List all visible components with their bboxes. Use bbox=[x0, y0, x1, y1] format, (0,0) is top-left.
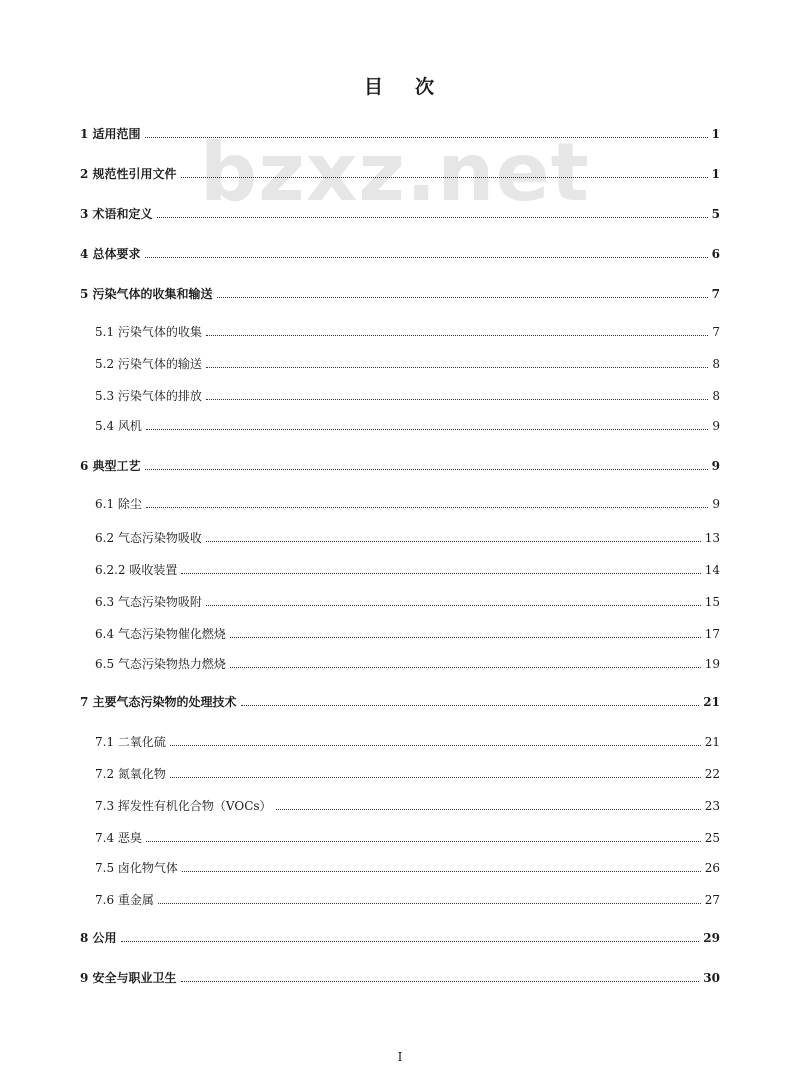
toc-entry-label: 1 适用范围 bbox=[80, 127, 141, 141]
toc-dot-leader bbox=[145, 468, 708, 470]
toc-dot-leader bbox=[230, 666, 701, 668]
toc-entry-page: 1 bbox=[711, 167, 720, 181]
toc-subsection-entry[interactable] bbox=[95, 888, 720, 908]
toc-section-entry[interactable] bbox=[80, 926, 720, 946]
toc-entry-page: 29 bbox=[703, 931, 720, 945]
toc-entry-page: 25 bbox=[704, 831, 720, 845]
toc-entry-label: 5.3 污染气体的排放 bbox=[95, 389, 202, 403]
toc-entry-page: 30 bbox=[703, 971, 720, 985]
toc-section-entry[interactable] bbox=[80, 454, 720, 474]
toc-entry-label: 7 主要气态污染物的处理技术 bbox=[80, 695, 237, 709]
toc-entry-page: 9 bbox=[711, 459, 720, 473]
toc-entry-page: 7 bbox=[712, 325, 720, 339]
toc-dot-leader bbox=[230, 636, 701, 638]
toc-entry-page: 9 bbox=[712, 497, 720, 511]
toc-dot-leader bbox=[181, 572, 700, 574]
toc-section-entry[interactable] bbox=[80, 282, 720, 302]
toc-entry-label: 7.5 卤化物气体 bbox=[95, 861, 178, 875]
toc-subsection-entry[interactable] bbox=[95, 794, 720, 814]
toc-entry-label: 5 污染气体的收集和输送 bbox=[80, 287, 213, 301]
toc-entry-label: 5.1 污染气体的收集 bbox=[95, 325, 202, 339]
toc-dot-leader bbox=[182, 870, 701, 872]
toc-entry-page: 17 bbox=[704, 627, 720, 641]
toc-dot-leader bbox=[145, 256, 708, 258]
toc-entry-page: 21 bbox=[704, 735, 720, 749]
toc-entry-page: 26 bbox=[704, 861, 720, 875]
toc-dot-leader bbox=[146, 506, 708, 508]
toc-entry-page: 27 bbox=[704, 893, 720, 907]
toc-entry-page: 15 bbox=[704, 595, 720, 609]
toc-subsection-entry[interactable] bbox=[95, 826, 720, 846]
toc-entry-page: 21 bbox=[703, 695, 720, 709]
toc-entry-label: 6.5 气态污染物热力燃烧 bbox=[95, 657, 226, 671]
toc-entry-label: 7.3 挥发性有机化合物（VOCs） bbox=[95, 799, 272, 813]
toc-dot-leader bbox=[170, 776, 701, 778]
toc-entry-label: 6 典型工艺 bbox=[80, 459, 141, 473]
toc-dot-leader bbox=[158, 902, 701, 904]
toc-subsection-entry[interactable] bbox=[95, 762, 720, 782]
page-number: I bbox=[397, 1050, 403, 1064]
toc-entry-label: 7.4 恶臭 bbox=[95, 831, 142, 845]
toc-entry-label: 6.1 除尘 bbox=[95, 497, 142, 511]
toc-section-entry[interactable] bbox=[80, 122, 720, 142]
toc-entry-page: 7 bbox=[711, 287, 720, 301]
toc-entry-label: 2 规范性引用文件 bbox=[80, 167, 177, 181]
toc-entry-label: 7.6 重金属 bbox=[95, 893, 154, 907]
toc-entry-label: 5.4 风机 bbox=[95, 419, 142, 433]
title-char-1: 目 bbox=[363, 76, 385, 98]
toc-dot-leader bbox=[146, 428, 708, 430]
toc-dot-leader bbox=[145, 136, 708, 138]
toc-entry-label: 3 术语和定义 bbox=[80, 207, 153, 221]
toc-entry-page: 8 bbox=[712, 389, 720, 403]
toc-dot-leader bbox=[241, 704, 700, 706]
toc-entry-page: 19 bbox=[704, 657, 720, 671]
toc-subsection-entry[interactable] bbox=[95, 320, 720, 340]
toc-section-entry[interactable] bbox=[80, 162, 720, 182]
toc-subsection-entry[interactable] bbox=[95, 352, 720, 372]
toc-dot-leader bbox=[206, 334, 708, 336]
toc-dot-leader bbox=[121, 940, 700, 942]
toc-entry-label: 5.2 污染气体的输送 bbox=[95, 357, 202, 371]
toc-entry-page: 6 bbox=[711, 247, 720, 261]
toc-subsection-entry[interactable] bbox=[95, 730, 720, 750]
toc-subsection-entry[interactable] bbox=[95, 622, 720, 642]
toc-dot-leader bbox=[206, 604, 701, 606]
toc-dot-leader bbox=[206, 540, 701, 542]
toc-entry-label: 6.3 气态污染物吸附 bbox=[95, 595, 202, 609]
toc-subsection-entry[interactable] bbox=[95, 558, 720, 578]
toc-dot-leader bbox=[181, 176, 708, 178]
toc-entry-page: 13 bbox=[704, 531, 720, 545]
toc-dot-leader bbox=[217, 296, 708, 298]
toc-entry-label: 9 安全与职业卫生 bbox=[80, 971, 177, 985]
toc-subsection-entry[interactable] bbox=[95, 384, 720, 404]
toc-subsection-entry[interactable] bbox=[95, 856, 720, 876]
toc-section-entry[interactable] bbox=[80, 202, 720, 222]
toc-entry-page: 9 bbox=[712, 419, 720, 433]
toc-entry-label: 6.4 气态污染物催化燃烧 bbox=[95, 627, 226, 641]
toc-entry-label: 8 公用 bbox=[80, 931, 117, 945]
toc-section-entry[interactable] bbox=[80, 690, 720, 710]
toc-entry-page: 1 bbox=[711, 127, 720, 141]
toc-dot-leader bbox=[206, 398, 708, 400]
toc-dot-leader bbox=[181, 980, 700, 982]
toc-subsection-entry[interactable] bbox=[95, 652, 720, 672]
toc-entry-label: 7.1 二氧化硫 bbox=[95, 735, 166, 749]
toc-entry-label: 6.2 气态污染物吸收 bbox=[95, 531, 202, 545]
title-char-2: 次 bbox=[415, 76, 437, 98]
toc-entry-page: 23 bbox=[704, 799, 720, 813]
toc-entry-page: 8 bbox=[712, 357, 720, 371]
toc-dot-leader bbox=[170, 744, 701, 746]
toc-dot-leader bbox=[276, 808, 701, 810]
toc-subsection-entry[interactable] bbox=[95, 526, 720, 546]
toc-subsection-entry[interactable] bbox=[95, 492, 720, 512]
toc-entry-label: 6.2.2 吸收装置 bbox=[95, 563, 178, 577]
toc-entry-label: 7.2 氮氧化物 bbox=[95, 767, 166, 781]
toc-entry-label: 4 总体要求 bbox=[80, 247, 141, 261]
toc-entry-page: 5 bbox=[711, 207, 720, 221]
toc-section-entry[interactable] bbox=[80, 242, 720, 262]
toc-dot-leader bbox=[206, 366, 708, 368]
toc-dot-leader bbox=[146, 840, 701, 842]
toc-dot-leader bbox=[157, 216, 708, 218]
toc-entry-page: 22 bbox=[704, 767, 720, 781]
toc-subsection-entry[interactable] bbox=[95, 590, 720, 610]
toc-subsection-entry[interactable] bbox=[95, 414, 720, 434]
toc-section-entry[interactable] bbox=[80, 966, 720, 986]
watermark-text: bzxz.net bbox=[200, 126, 590, 219]
toc-entry-page: 14 bbox=[704, 563, 720, 577]
